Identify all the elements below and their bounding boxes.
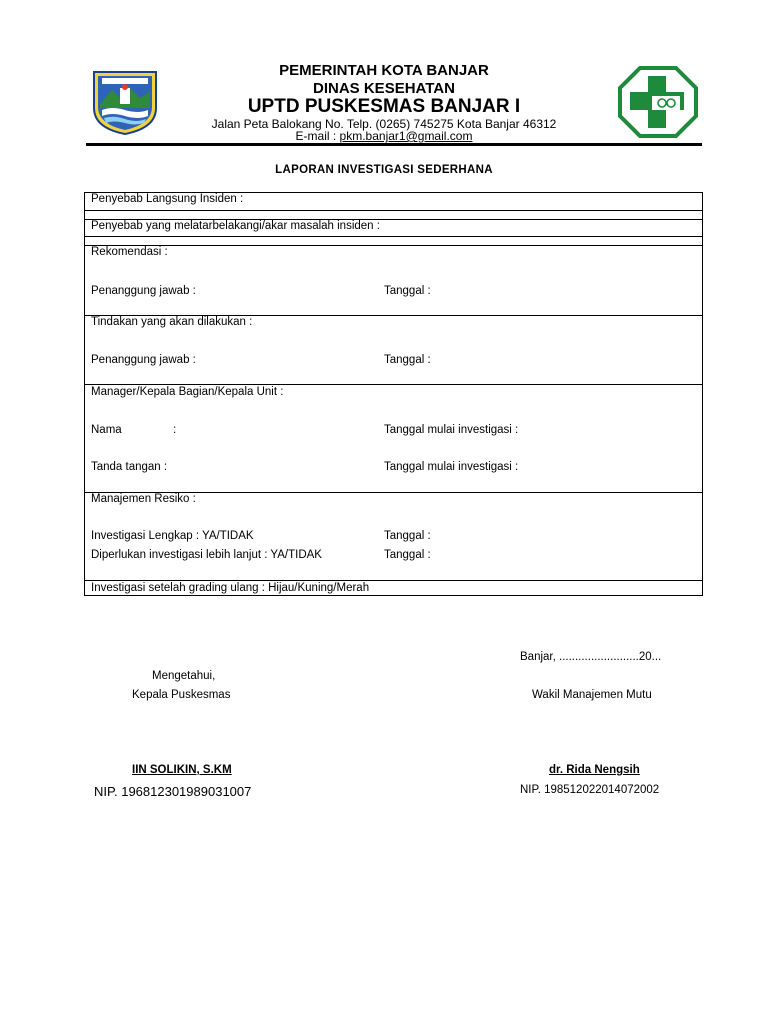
- row-divider: [84, 236, 703, 237]
- place-date: Banjar, .........................20...: [520, 651, 662, 663]
- header-department: DINAS KESEHATAN: [313, 80, 455, 97]
- row-divider: [84, 580, 703, 581]
- field-investigasi-lengkap[interactable]: Investigasi Lengkap : YA/TIDAK: [91, 530, 254, 542]
- signer-right-nip: NIP. 198512022014072002: [520, 784, 660, 796]
- field-penyebab-akar[interactable]: Penyebab yang melatarbelakangi/akar masalah insiden :: [91, 220, 380, 232]
- field-penanggung-jawab-1[interactable]: Penanggung jawab :: [91, 285, 196, 297]
- header-government: PEMERINTAH KOTA BANJAR: [279, 62, 489, 79]
- email-prefix: E-mail :: [295, 129, 340, 143]
- field-tanggal-3[interactable]: Tanggal :: [384, 530, 431, 542]
- header-email: [0, 129, 768, 143]
- field-tanda-tangan[interactable]: Tanda tangan :: [91, 461, 168, 473]
- field-nama-colon: :: [173, 424, 177, 436]
- field-manajemen-resiko[interactable]: Manajemen Resiko :: [91, 493, 196, 505]
- field-tanggal-1[interactable]: Tanggal :: [384, 285, 431, 297]
- header-address: Jalan Peta Balokang No. Telp. (0265) 745275 Kota Banjar 46312: [211, 117, 557, 131]
- field-tanggal-mulai-1[interactable]: Tanggal mulai investigasi :: [384, 424, 519, 436]
- wakil-manajemen-label: Wakil Manajemen Mutu: [532, 689, 652, 701]
- field-tanggal-4[interactable]: Tanggal :: [384, 549, 431, 561]
- signer-left-name: IIN SOLIKIN, S.KM: [132, 764, 232, 776]
- field-penyebab-langsung[interactable]: Penyebab Langsung Insiden :: [91, 193, 244, 205]
- field-tanggal-2[interactable]: Tanggal :: [384, 354, 431, 366]
- email-link[interactable]: pkm.banjar1@gmail.com: [339, 129, 473, 143]
- row-divider: [84, 245, 703, 246]
- signer-left-nip: NIP. 196812301989031007: [94, 784, 252, 799]
- row-divider: [84, 384, 703, 385]
- header-rule: [86, 143, 702, 146]
- mengetahui-label: Mengetahui,: [152, 670, 216, 682]
- kepala-puskesmas-label: Kepala Puskesmas: [132, 689, 231, 701]
- field-penanggung-jawab-2[interactable]: Penanggung jawab :: [91, 354, 196, 366]
- field-tanggal-mulai-2[interactable]: Tanggal mulai investigasi :: [384, 461, 519, 473]
- field-nama-label: Nama: [91, 424, 122, 436]
- field-investigasi-lanjut[interactable]: Diperlukan investigasi lebih lanjut : YA/TIDAK: [91, 549, 322, 561]
- field-tindakan[interactable]: Tindakan yang akan dilakukan :: [91, 316, 253, 328]
- field-manager[interactable]: Manager/Kepala Bagian/Kepala Unit :: [91, 386, 284, 398]
- field-rekomendasi[interactable]: Rekomendasi :: [91, 246, 168, 258]
- header-puskesmas-name: UPTD PUSKESMAS BANJAR I: [247, 96, 521, 117]
- row-divider: [84, 210, 703, 211]
- field-grading-ulang[interactable]: Investigasi setelah grading ulang : Hijau/Kuning/Merah: [91, 582, 370, 594]
- document-title: LAPORAN INVESTIGASI SEDERHANA: [275, 164, 493, 176]
- signer-right-name: dr. Rida Nengsih: [549, 764, 640, 776]
